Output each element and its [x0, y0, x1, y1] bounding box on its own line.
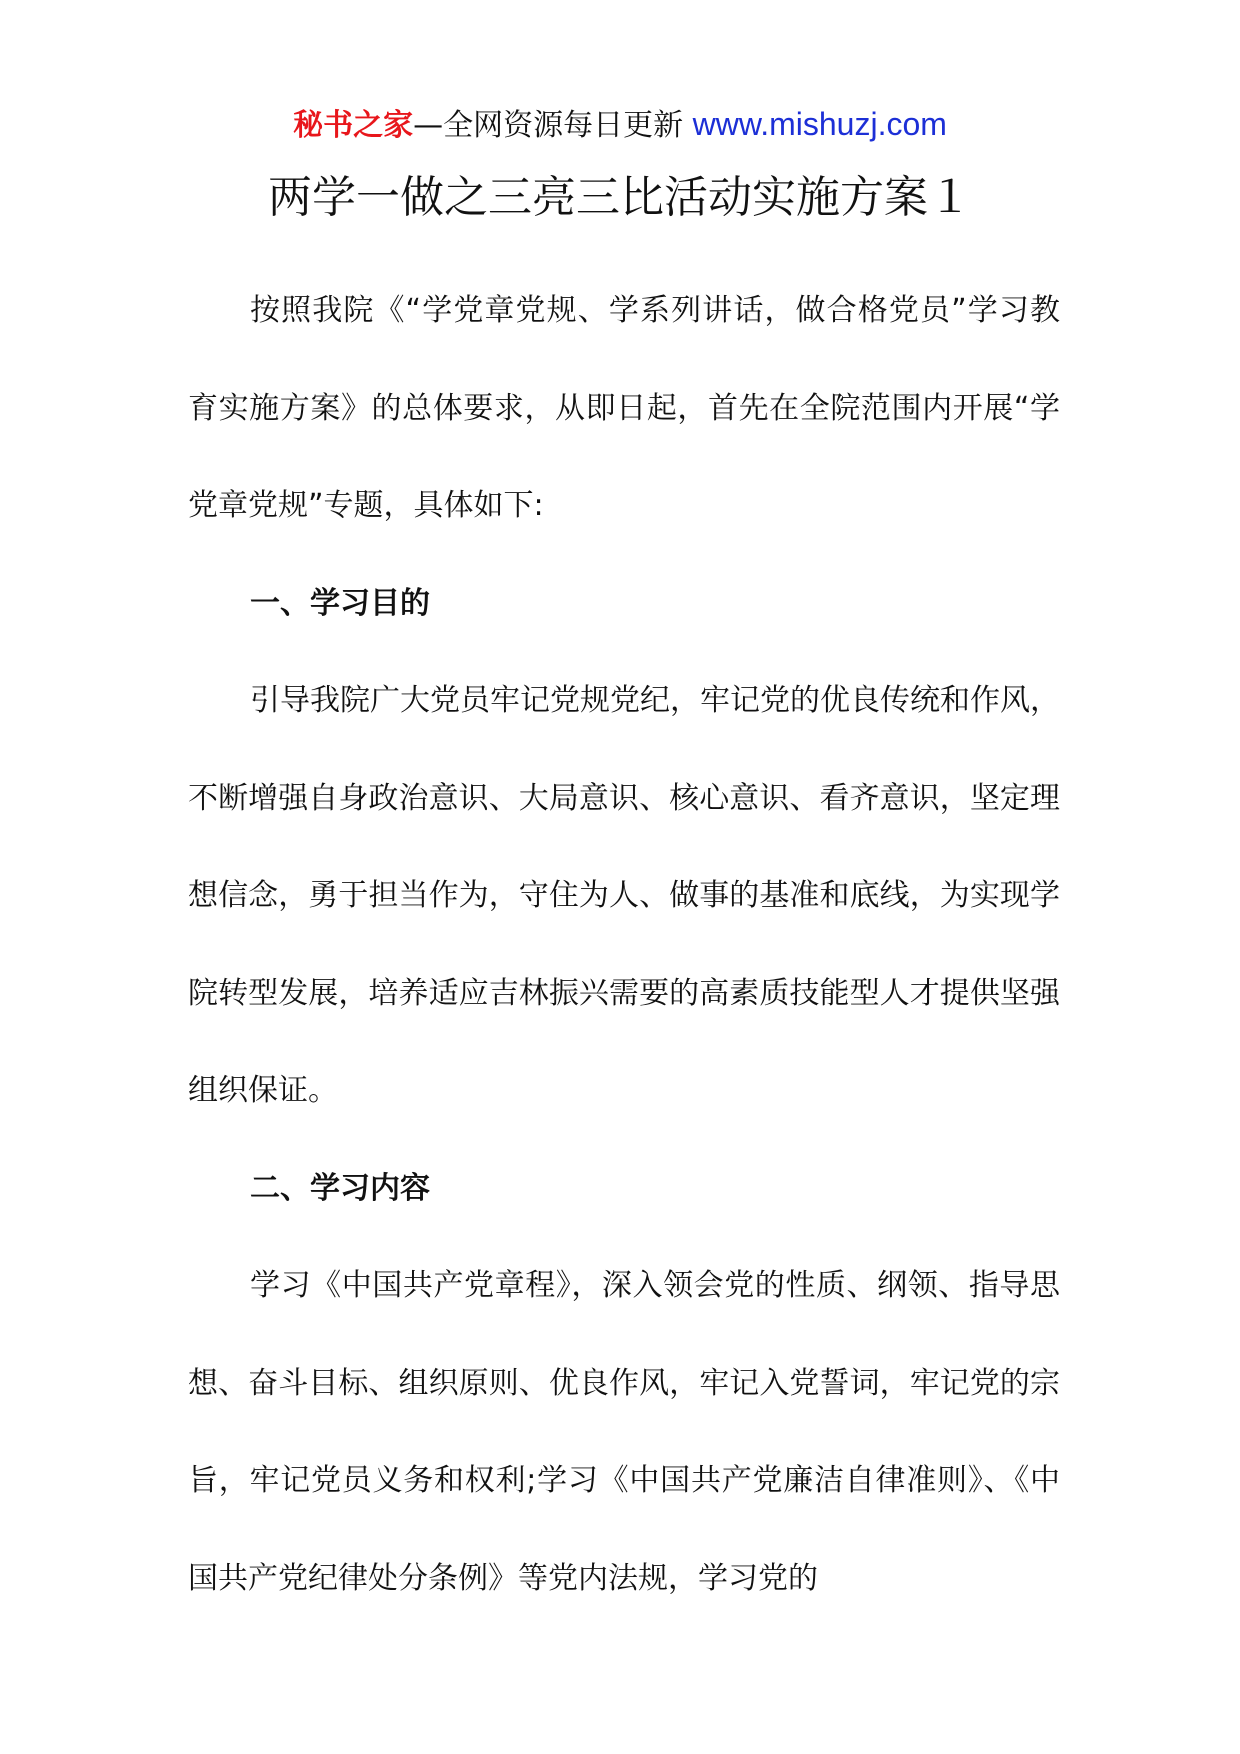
document-title: 两学一做之三亮三比活动实施方案１	[268, 172, 972, 223]
site-url-link[interactable]: www.mishuzj.com	[692, 106, 947, 142]
site-header	[0, 104, 1240, 146]
purpose-paragraph: 引导我院广大党员牢记党规党纪，牢记党的优良传统和作风，不断增强自身政治意识、大局意识、核心意识、看齐意识，坚定理想信念，勇于担当作为，守住为人、做事的基准和底线，为实现学院转型发展，培养适应吉林振兴需要的高素质技能型人才提供坚强组织保证。	[188, 683, 1060, 1108]
section-heading-purpose: 一、学习目的	[250, 585, 430, 621]
section-heading-content: 二、学习内容	[250, 1170, 430, 1206]
brand-name: 秘书之家	[293, 108, 414, 143]
document-body	[188, 262, 1060, 1627]
content-paragraph: 学习《中国共产党章程》，深入领会党的性质、纲领、指导思想、奋斗目标、组织原则、优良作风，牢记入党誓词，牢记党的宗旨，牢记党员义务和权利;学习《中国共产党廉洁自律准则》、《中国共产党纪律处分条例》等党内法规，学习党的	[188, 1268, 1060, 1596]
intro-paragraph: 按照我院《“学党章党规、学系列讲话，做合格党员”学习教育实施方案》的总体要求，从即日起，首先在全院范围内开展“学党章党规”专题，具体如下:	[188, 293, 1060, 523]
header-tagline: —全网资源每日更新	[413, 108, 693, 143]
